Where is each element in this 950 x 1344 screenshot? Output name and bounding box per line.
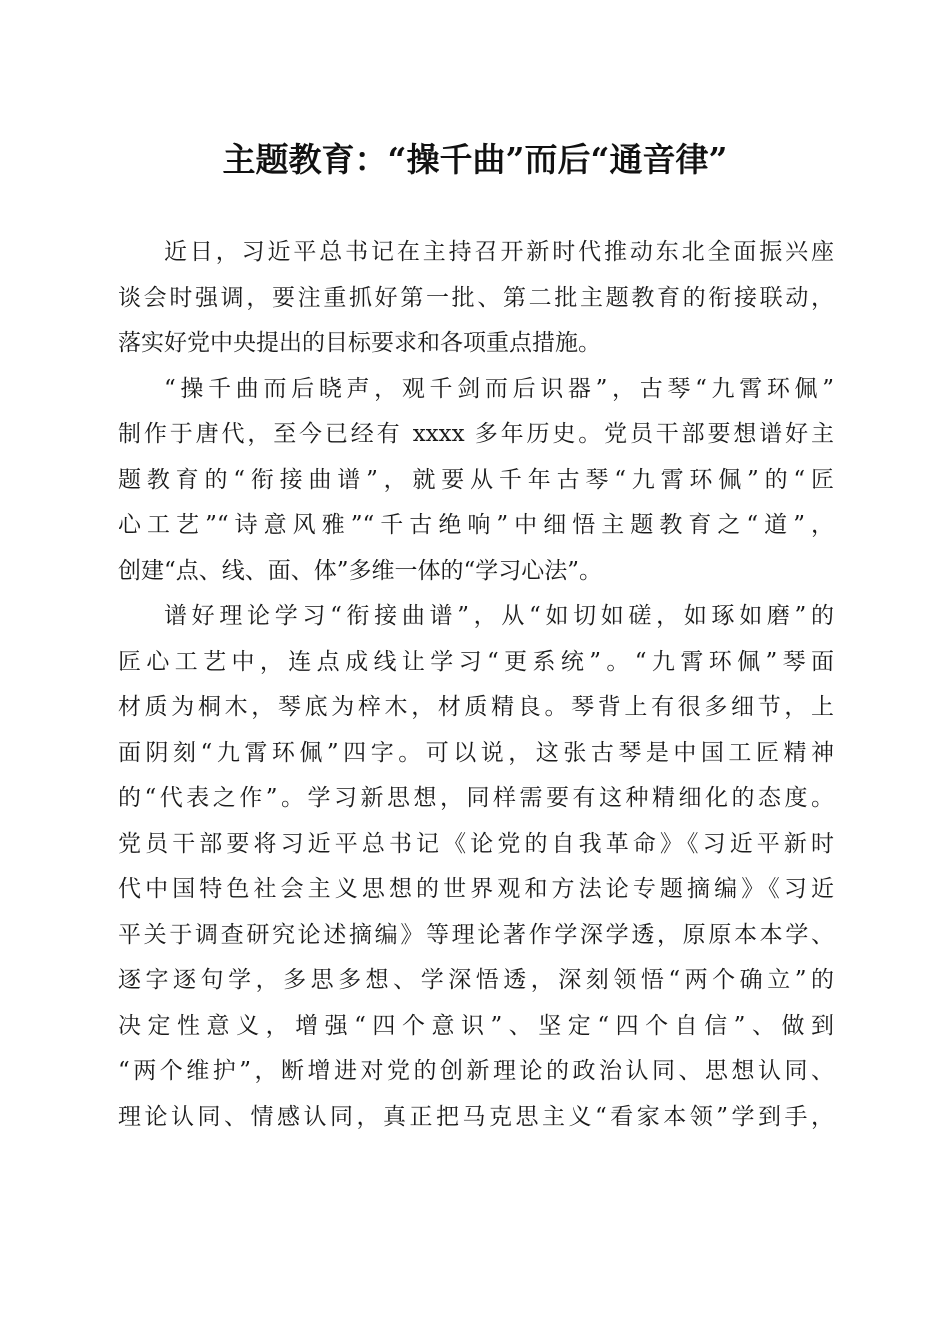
paragraph-line: 面阴刻“九霄环佩”四字。可以说，这张古琴是中国工匠精神 bbox=[118, 739, 834, 766]
paragraph-3 bbox=[118, 594, 834, 1140]
paragraph-line: 平关于调查研究论述摘编》等理论著作学深学透，原原本本学、 bbox=[118, 921, 834, 948]
paragraph-line: 的“代表之作”。学习新思想，同样需要有这种精细化的态度。 bbox=[118, 785, 834, 811]
paragraph-line: 制作于唐代，至今已经有 xxxx 多年历史。党员干部要想谱好主 bbox=[118, 421, 834, 447]
document-body bbox=[118, 230, 834, 1140]
paragraph-line: 谱好理论学习“衔接曲谱”，从“如切如磋，如琢如磨”的 bbox=[164, 603, 834, 629]
paragraph-line: 谈会时强调，要注重抓好第一批、第二批主题教育的衔接联动， bbox=[118, 284, 834, 311]
paragraph-line: 决定性意义，增强“四个意识”、坚定“四个自信”、做到 bbox=[118, 1012, 834, 1039]
paragraph-line: 落实好党中央提出的目标要求和各项重点措施。 bbox=[118, 330, 601, 356]
paragraph-2 bbox=[118, 367, 834, 595]
paragraph-line: 题教育的“衔接曲谱”，就要从千年古琴“九霄环佩”的“匠 bbox=[118, 466, 834, 493]
paragraph-line: 匠心工艺中，连点成线让学习“更系统”。“九霄环佩”琴面 bbox=[118, 648, 834, 675]
paragraph-1 bbox=[118, 230, 834, 367]
document-title: 主题教育：“操千曲”而后“通音律” bbox=[222, 140, 728, 179]
paragraph-line: 逐字逐句学，多思多想、学深悟透，深刻领悟“两个确立”的 bbox=[118, 967, 834, 993]
paragraph-line: 材质为桐木，琴底为梓木，材质精良。琴背上有很多细节，上 bbox=[118, 694, 834, 720]
paragraph-line: 代中国特色社会主义思想的世界观和方法论专题摘编》《习近 bbox=[118, 876, 834, 902]
paragraph-line: 心工艺”“诗意风雅”“千古绝响”中细悟主题教育之“道”， bbox=[118, 512, 834, 538]
paragraph-line: 近日，习近平总书记在主持召开新时代推动东北全面振兴座 bbox=[164, 239, 834, 265]
paragraph-line: “两个维护”，断增进对党的创新理论的政治认同、思想认同、 bbox=[118, 1058, 834, 1084]
paragraph-line: 理论认同、情感认同，真正把马克思主义“看家本领”学到手， bbox=[118, 1103, 834, 1130]
paragraph-line: 创建“点、线、面、体”多维一体的“学习心法”。 bbox=[118, 557, 603, 584]
paragraph-line: 党员干部要将习近平总书记《论党的自我革命》《习近平新时 bbox=[118, 830, 834, 857]
paragraph-line: “操千曲而后晓声，观千剑而后识器”，古琴“九霄环佩” bbox=[164, 375, 834, 402]
